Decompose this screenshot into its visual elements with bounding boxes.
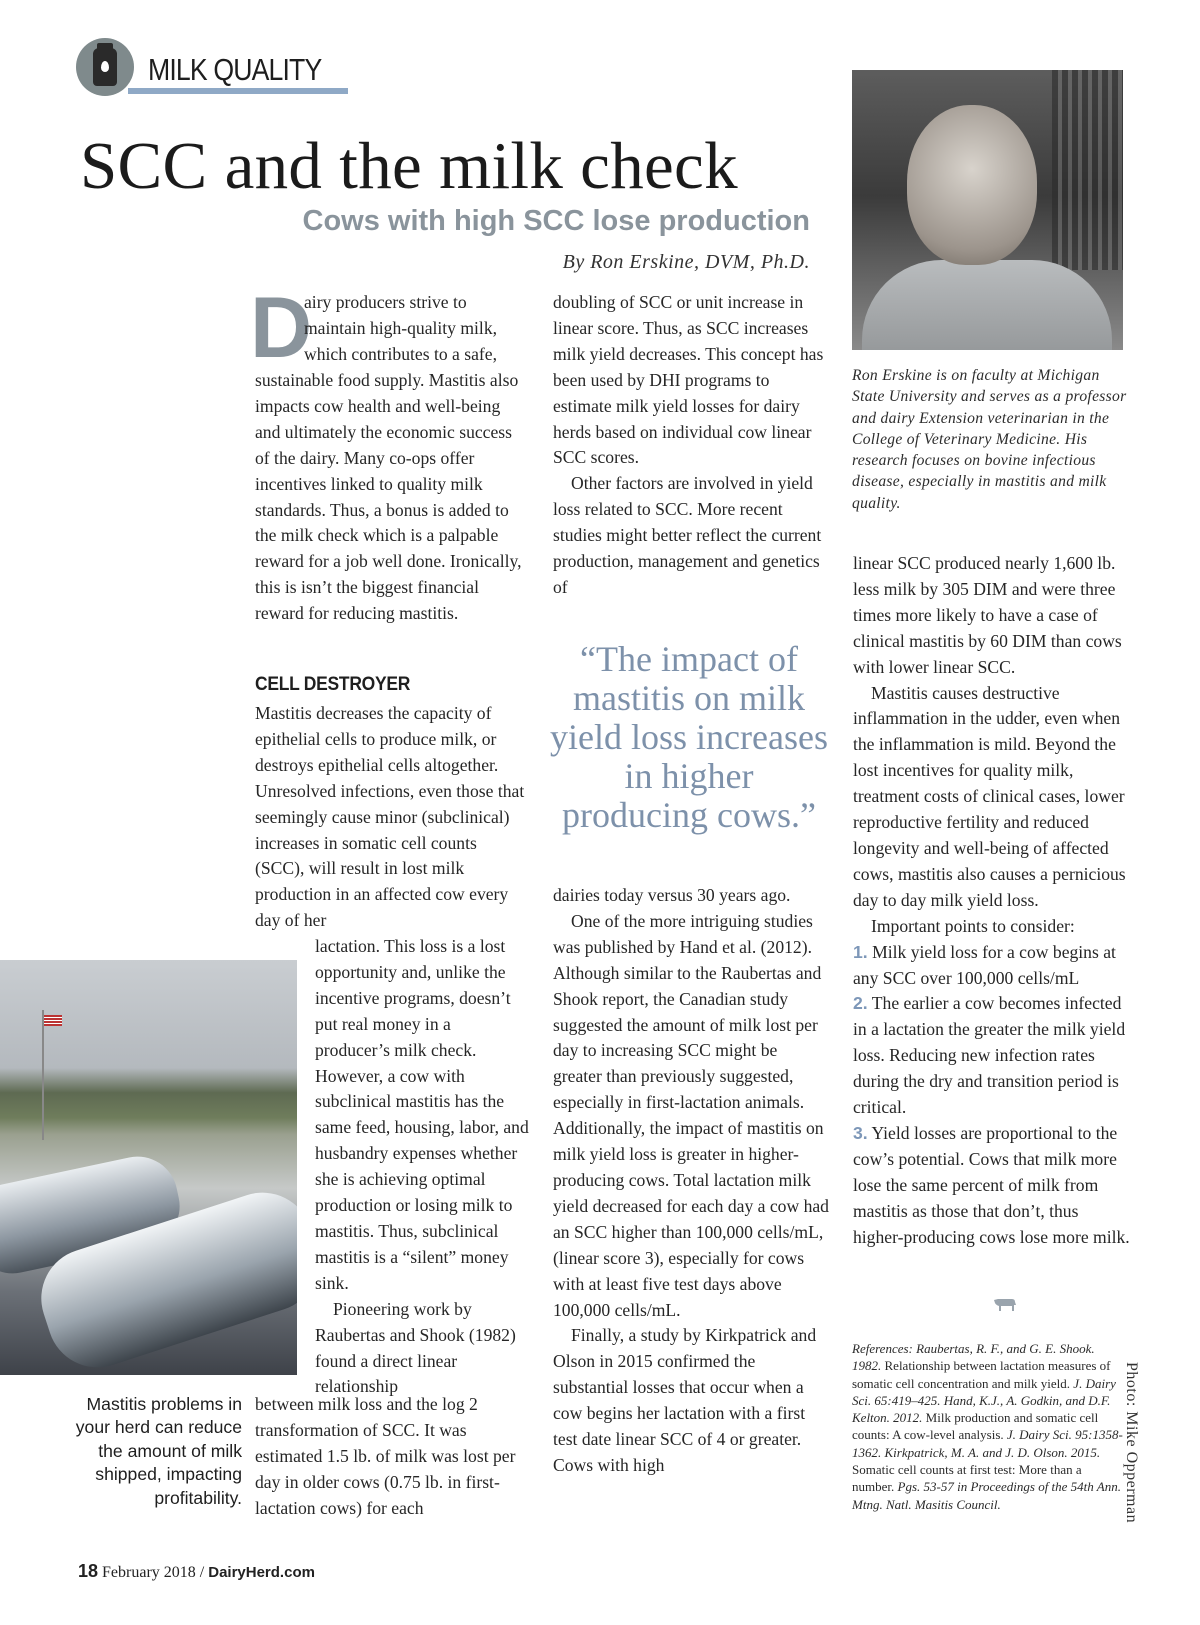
article-subtitle: Cows with high SCC lose production xyxy=(302,205,810,237)
milk-can-icon xyxy=(76,38,134,96)
col3-text xyxy=(853,551,1133,1250)
point-number: 1. xyxy=(853,941,868,962)
issue-date: February 2018 / xyxy=(102,1564,205,1581)
milk-tank-photo xyxy=(0,960,297,1375)
references xyxy=(852,1340,1127,1513)
col3-para-2: Mastitis causes destructive inflammation in the udder, even when the inflammation is mild. Beyond the lost incentives for quality milk, treatment costs of clinical cases, lower reproductive fertility and reduced longevity and well-being of affected cows, mastitis also causes a pernicious day to day milk yield loss. xyxy=(853,682,1126,910)
ref1-journal: J. Dairy Sci. 65:419–425. xyxy=(852,1375,1116,1408)
narrow-para-1: lactation. This loss is a lost opportunity and, unlike the incentive programs, doesn’t put real money in a producer’s milk check. However, a cow with subclinical mastitis has the same feed, housing, labor, and husbandry expenses whether she is achieving optimal production or losing milk to mastitis. Thus, subclinical mastitis is a “silent” money sink. xyxy=(315,936,529,1293)
byline: By Ron Erskine, DVM, Ph.D. xyxy=(562,251,810,273)
col2-para-4: One of the more intriguing studies was published by Hand et al. (2012). Although similar to the Raubertas and Shook report, the Canadian study suggested the amount of milk lost per day to increasing SCC might be greater than previously suggested, especially in first-lactation animals. Additionally, the impact of mastitis on milk yield loss is greater in higher-producing cows. Total lactation milk yield decreased for each day a cow had an SCC higher than 100,000 cells/mL, (linear score 3), especially for cows with at least five test days above 100,000 cells/mL. xyxy=(553,910,829,1320)
point-number: 3. xyxy=(853,1122,868,1143)
col1-last-text: between milk loss and the log 2 transformation of SCC. It was estimated 1.5 lb. of milk was lost per day in older cows (0.75 lb. in first-lactation cows) for each xyxy=(255,1394,516,1518)
point-text: Milk yield loss for a cow begins at any SCC over 100,000 cells/mL xyxy=(853,941,1116,988)
page-folio xyxy=(78,1561,315,1582)
col2-para-5: Finally, a study by Kirkpatrick and Olson in 2015 confirmed the substantial losses that occur when a cow begins her lactation with a first test date linear SCC of 4 or greater. Cows with high xyxy=(553,1325,817,1475)
intro-rest xyxy=(255,368,525,627)
point-number: 2. xyxy=(853,993,868,1014)
section-underline xyxy=(128,88,348,94)
drop-cap: D xyxy=(250,280,313,376)
narrow-para-2: Pioneering work by Raubertas and Shook (1982) found a direct linear relationship xyxy=(315,1298,516,1397)
section-label: MILK QUALITY xyxy=(148,52,322,87)
intro-first-text: airy producers strive to maintain high-quality milk, which contributes to a safe, xyxy=(304,292,498,364)
point-3 xyxy=(853,1121,1133,1251)
ref3-title: Somatic cell counts at first test: More than a number. xyxy=(852,1462,1082,1495)
col3-para-3: Important points to consider: xyxy=(871,915,1075,936)
col1-last-paragraph xyxy=(255,1392,527,1522)
ref2-title: Milk production and somatic cell counts: A cow-level analysis. xyxy=(852,1410,1099,1443)
ref1-title: Relationship between lactation measures of somatic cell concentration and milk yield. xyxy=(852,1358,1111,1391)
narrow-column-text xyxy=(315,934,529,1400)
point-text: The earlier a cow becomes infected in a lactation the greater the milk yield loss. Reducing new infection rates during the dry and transition period is critical. xyxy=(853,993,1126,1118)
col2-top-text xyxy=(553,290,830,601)
intro-first-lines xyxy=(304,290,524,368)
section-heading-cell-destroyer: CELL DESTROYER xyxy=(255,674,411,695)
photo-caption: Mastitis problems in your herd can reduce the amount of milk shipped, impacting profitability. xyxy=(75,1394,242,1508)
point-2 xyxy=(853,991,1133,1121)
col2-para-1: doubling of SCC or unit increase in linear score. Thus, as SCC increases milk yield decreases. This concept has been used by DHI programs to estimate milk yield losses for dairy herds based on individual cow linear SCC scores. xyxy=(553,292,824,468)
references-label: References: xyxy=(852,1341,913,1356)
point-1 xyxy=(853,940,1133,992)
col2-para-3: dairies today versus 30 years ago. xyxy=(553,885,791,905)
ref2-authors: Hand, K.J., A. Godkin, and D.F. Kelton. 2012. xyxy=(852,1392,1111,1426)
col2-bottom-text xyxy=(553,883,830,1479)
page-number: 18 xyxy=(78,1561,99,1581)
col2-para-2: Other factors are involved in yield loss related to SCC. More recent studies might better reflect the current production, management and genetics of xyxy=(553,473,822,597)
article-title: SCC and the milk check xyxy=(80,129,738,203)
cow-icon xyxy=(992,1296,1018,1312)
author-photo xyxy=(852,70,1123,350)
ref3-journal: Pgs. 53-57 in Proceedings of the 54th Ann. Mtng. Natl. Masitis Council. xyxy=(852,1479,1122,1512)
ref3-authors: Kirkpatrick, M. A. and J. D. Olson. 2015. xyxy=(884,1444,1101,1460)
cell-destroyer-paragraph xyxy=(255,701,527,934)
author-caption: Ron Erskine is on faculty at Michigan State University and serves as a professor and dairy Extension veterinarian in the College of Veterinary Medicine. His research focuses on bovine infectious disease, especially in mastitis and milk quality. xyxy=(852,367,1127,512)
site-name: DairyHerd.com xyxy=(208,1564,315,1581)
ref1-authors: Raubertas, R. F., and G. E. Shook. 1982. xyxy=(852,1341,1095,1374)
photo-credit: Photo: Mike Opperman xyxy=(1123,1362,1140,1524)
intro-rest-text: sustainable food supply. Mastitis also impacts cow health and well-being and ultimately the economic success of the dairy. Many co-ops offer incentives linked to quality milk standards. Thus, a bonus is added to the milk check which is a palpable reward for a job well done. Ironically, this is isn’t the biggest financial reward for reducing mastitis. xyxy=(255,370,522,624)
cell-para-text: Mastitis decreases the capacity of epithelial cells to produce milk, or destroys epithelial cells altogether. Unresolved infections, even those that seemingly cause minor (subclinical) increases in somatic cell counts (SCC), will result in lost milk production in an affected cow every day of her xyxy=(255,703,525,931)
col3-para-1: linear SCC produced nearly 1,600 lb. less milk by 305 DIM and were three times more likely to have a case of clinical mastitis by 60 DIM than cows with lower linear SCC. xyxy=(853,553,1122,677)
point-text: Yield losses are proportional to the cow’s potential. Cows that milk more lose the same percent of milk from mastitis as those that don’t, thus higher-producing cows lose more milk. xyxy=(853,1122,1130,1247)
pull-quote: “The impact of mastitis on milk yield loss increases in higher producing cows.” xyxy=(550,639,828,835)
ref2-journal: J. Dairy Sci. 95:1358-1362. xyxy=(852,1427,1123,1460)
